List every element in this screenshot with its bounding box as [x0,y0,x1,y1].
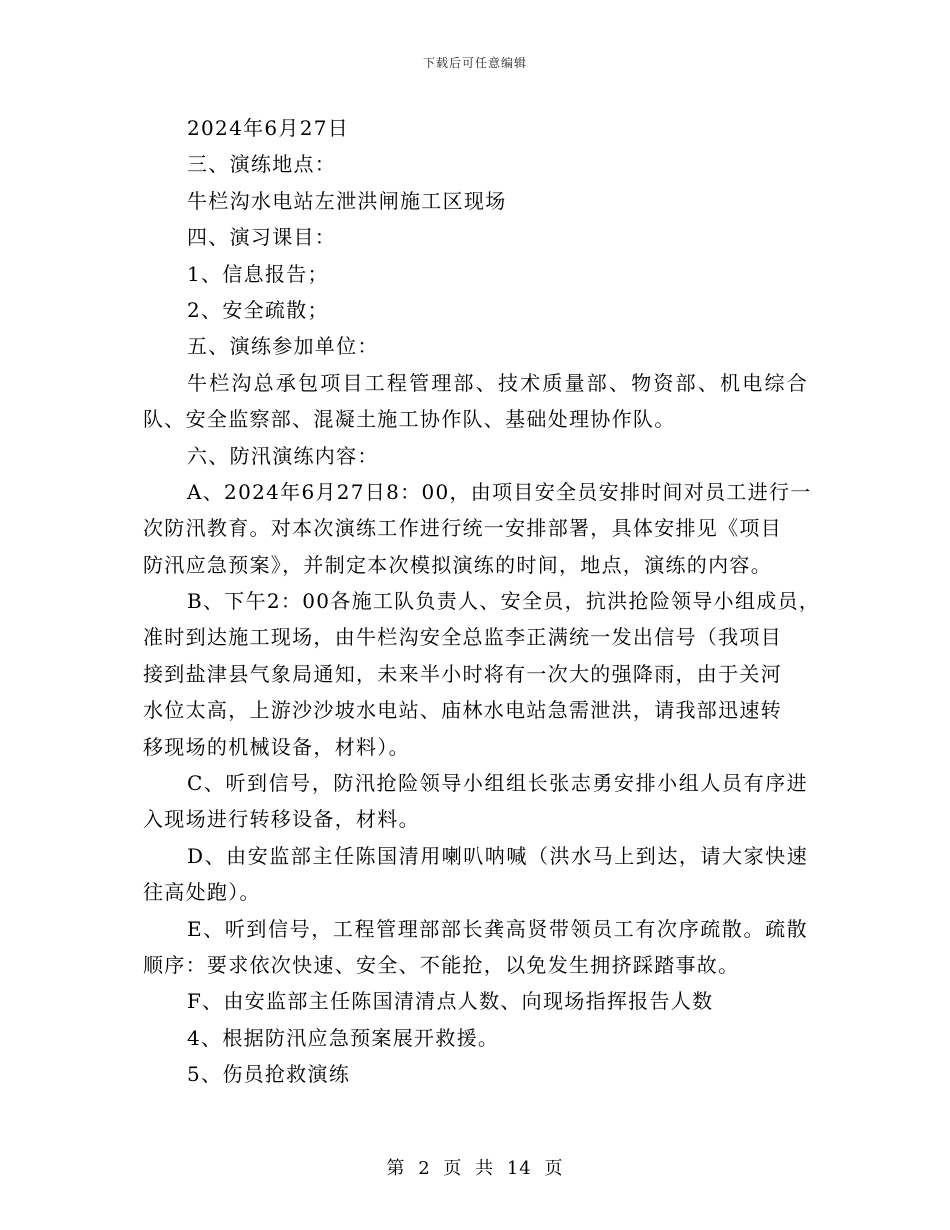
item-a-line-3: 防汛应急预案》，并制定本次模拟演练的时间，地点，演练的内容。 [143,552,772,577]
item-d-line-1: D、由安监部主任陈国清用喇叭呐喊（洪水马上到达，请大家快速 [187,843,808,868]
location-text: 牛栏沟水电站左泄洪闸施工区现场 [187,188,507,213]
participants-text-line-1: 牛栏沟总承包项目工程管理部、技术质量部、物资部、机电综合 [187,370,808,395]
item-b-line-3: 接到盐津县气象局通知，未来半小时将有一次大的强降雨，由于关河 [143,661,782,686]
page-footer: 第 2 页 共 14 页 [386,1158,564,1179]
section-heading-drill-content: 六、防汛演练内容： [187,443,379,468]
item-f-line-1: F、由安监部主任陈国清清点人数、向现场指挥报告人数 [187,989,714,1014]
document-body [143,110,821,1093]
subject-item-1: 1、信息报告； [187,261,329,286]
item-e-line-2: 顺序：要求依次快速、安全、不能抢，以免发生拥挤踩踏事故。 [143,952,740,977]
item-c-line-1: C、听到信号，防汛抢险领导小组组长张志勇安排小组人员有序进 [187,771,808,796]
item-a-line-2: 次防汛教育。对本次演练工作进行统一安排部署，具体安排见《项目 [143,516,782,541]
item-d-line-2: 往高处跑）。 [143,880,261,905]
item-b-line-1: B、下午2：00各施工队负责人、安全员，抗洪抢险领导小组成员， [187,589,821,614]
rescue-item-4: 4、根据防汛应急预案展开救援。 [187,1025,500,1050]
section-heading-subjects: 四、演习课目： [187,225,337,250]
item-a-line-1: A、2024年6月27日8：00，由项目安全员安排时间对员工进行一 [187,479,812,504]
item-e-line-1: E、听到信号，工程管理部部长龚高贤带领员工有次序疏散。疏散 [187,916,808,941]
item-b-line-4: 水位太高，上游沙沙坡水电站、庙林水电站急需泄洪，请我部迅速转 [143,698,782,723]
item-b-line-5: 移现场的机械设备，材料）。 [143,734,410,759]
section-heading-participants: 五、演练参加单位： [187,334,379,359]
item-b-line-2: 准时到达施工现场，由牛栏沟安全总监李正满统一发出信号（我项目 [143,625,782,650]
participants-text-line-2: 队、安全监察部、混凝土施工协作队、基础处理协作队。 [143,407,676,432]
date-line: 2024年6月27日 [187,116,350,140]
rescue-item-5: 5、伤员抢救演练 [187,1062,351,1087]
page-header: 下载后可任意编辑 [422,56,527,70]
subject-item-2: 2、安全疏散； [187,297,329,322]
item-c-line-2: 入现场进行转移设备，材料。 [143,807,420,832]
section-heading-location: 三、演练地点： [187,152,337,177]
